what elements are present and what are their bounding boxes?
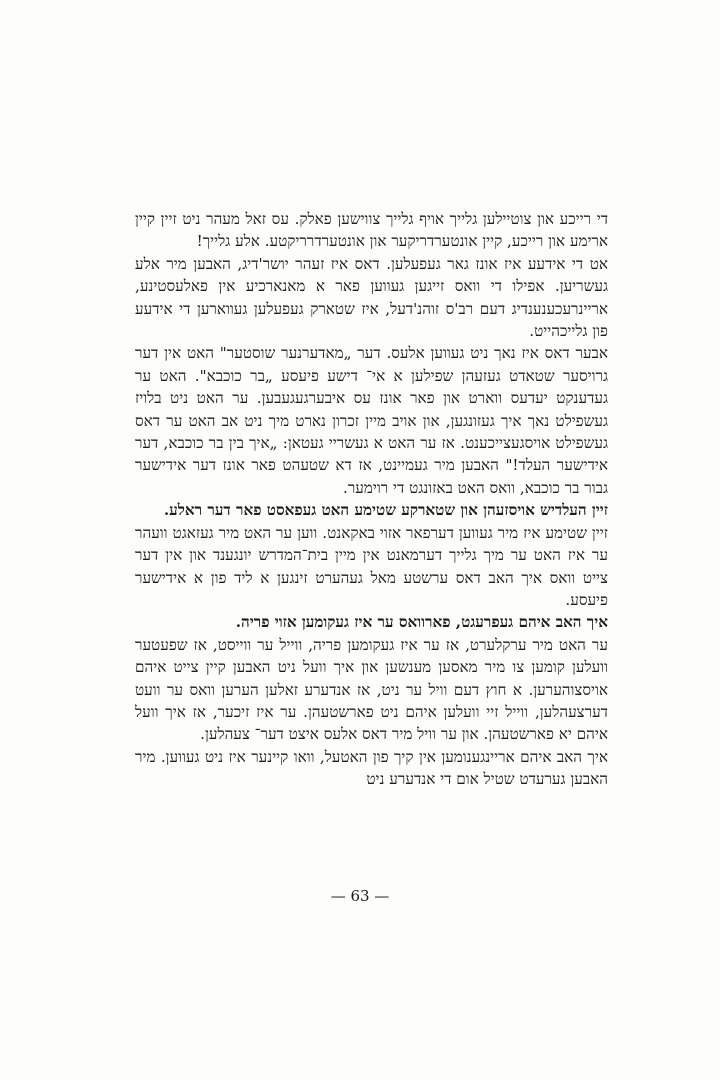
page-number: — 63 — xyxy=(330,887,390,905)
paragraph-4: זיין העלדיש אויסזעהן און שטארקע שטימע האט געפאסט פאר דער ראלע. xyxy=(163,501,608,520)
paragraph-7: ער האט מיר ערקלערט, אז ער איז געקומען פריה, ווייל ער ווייסט, אז שפעטער וועלען קומען צו מיר מאסען מענשען און איך וועל ניט האבען קיין צייט איהם אויסצוהערען. א חוץ דעם וויל ער ניט, אז אנדערע זאלען הערען וואס ער וועט דערצעהלען, ווייל זיי וועלען איהם ניט פארשטעהן. ער איז זיכער, אז איך וועל איהם יא פארשטעהן. און ער וויל מיר דאס אלעס איצט דער־ צעהלען. xyxy=(135,635,608,744)
paragraph-6: איך האב איהם געפרעגט, פארוואס ער איז געקומען אזוי פריה. xyxy=(235,613,608,632)
body-text xyxy=(135,208,608,791)
paragraph-3: אבער דאס איז נאך ניט געווען אלעס. דער „מאדערנער שוסטער" האט אין דער גרויסער שטאדט געזעהן שפילען א אי־ דישע פיעסע „בר כוכבא". האט ער געדענקט יעדעס ווארט און פאר אונז עס איבערגעגעבען. ער האט ניט בלויז געשפילט נאך איך געזונגען, און אויב מיין זכרון נארט מיך ניט אב האט ער דאס געשפילט אויסגעצייכענט. אז ער האט א געשריי געטאן: „איך בין בר כוכבא, דער אידישער העלד!" האבען מיר געמיינט, אז דא שטעהט פאר אונז דער אידישער גבור בר כוכבא, וואס האט באזונגט די רוימער. xyxy=(135,344,608,497)
paragraph-1: די רייכע און צוטיילען גלייך אויף גלייך צווישען פאלק. עס זאל מעהר ניט זיין קיין ארימע און רייכע, קיין אונטערדריקער און אונטערדרריקטע. אלע גלייך! xyxy=(135,210,608,251)
paragraph-5: זיין שטימע איז מיר געווען דערפאר אזוי באקאנט. ווען ער האט מיר געזאגט וועהר ער איז האט ער מיך גלייך דערמאנט אין מיין בית־המדרש יונגענד און אין דער צייט וואס איך האב דאס ערשטע מאל געהערט זינגען א ליד פון א אידישער פיעסע. xyxy=(135,523,608,609)
paragraph-2: אט די אידעע איז אונז גאר געפעלען. דאס איז זעהר יושר'דיג, האבען מיר אלע געשריען. אפילו די וואס זייגען געווען פאר א מאנארכיע אין פאלעסטינע, אריינרעכענענדיג דעם רב'ס זוהנ'דעל, איז שטארק געפעלען געווארען די אידעע פון גלייכהייט. xyxy=(135,254,608,341)
paragraph-8: איך האב איהם אריינגענומען אין קיך פון האטעל, וואו קיינער איז ניט געווען. מיר האבען גערעדט שטיל אום די אנדערע ניט xyxy=(135,747,608,789)
